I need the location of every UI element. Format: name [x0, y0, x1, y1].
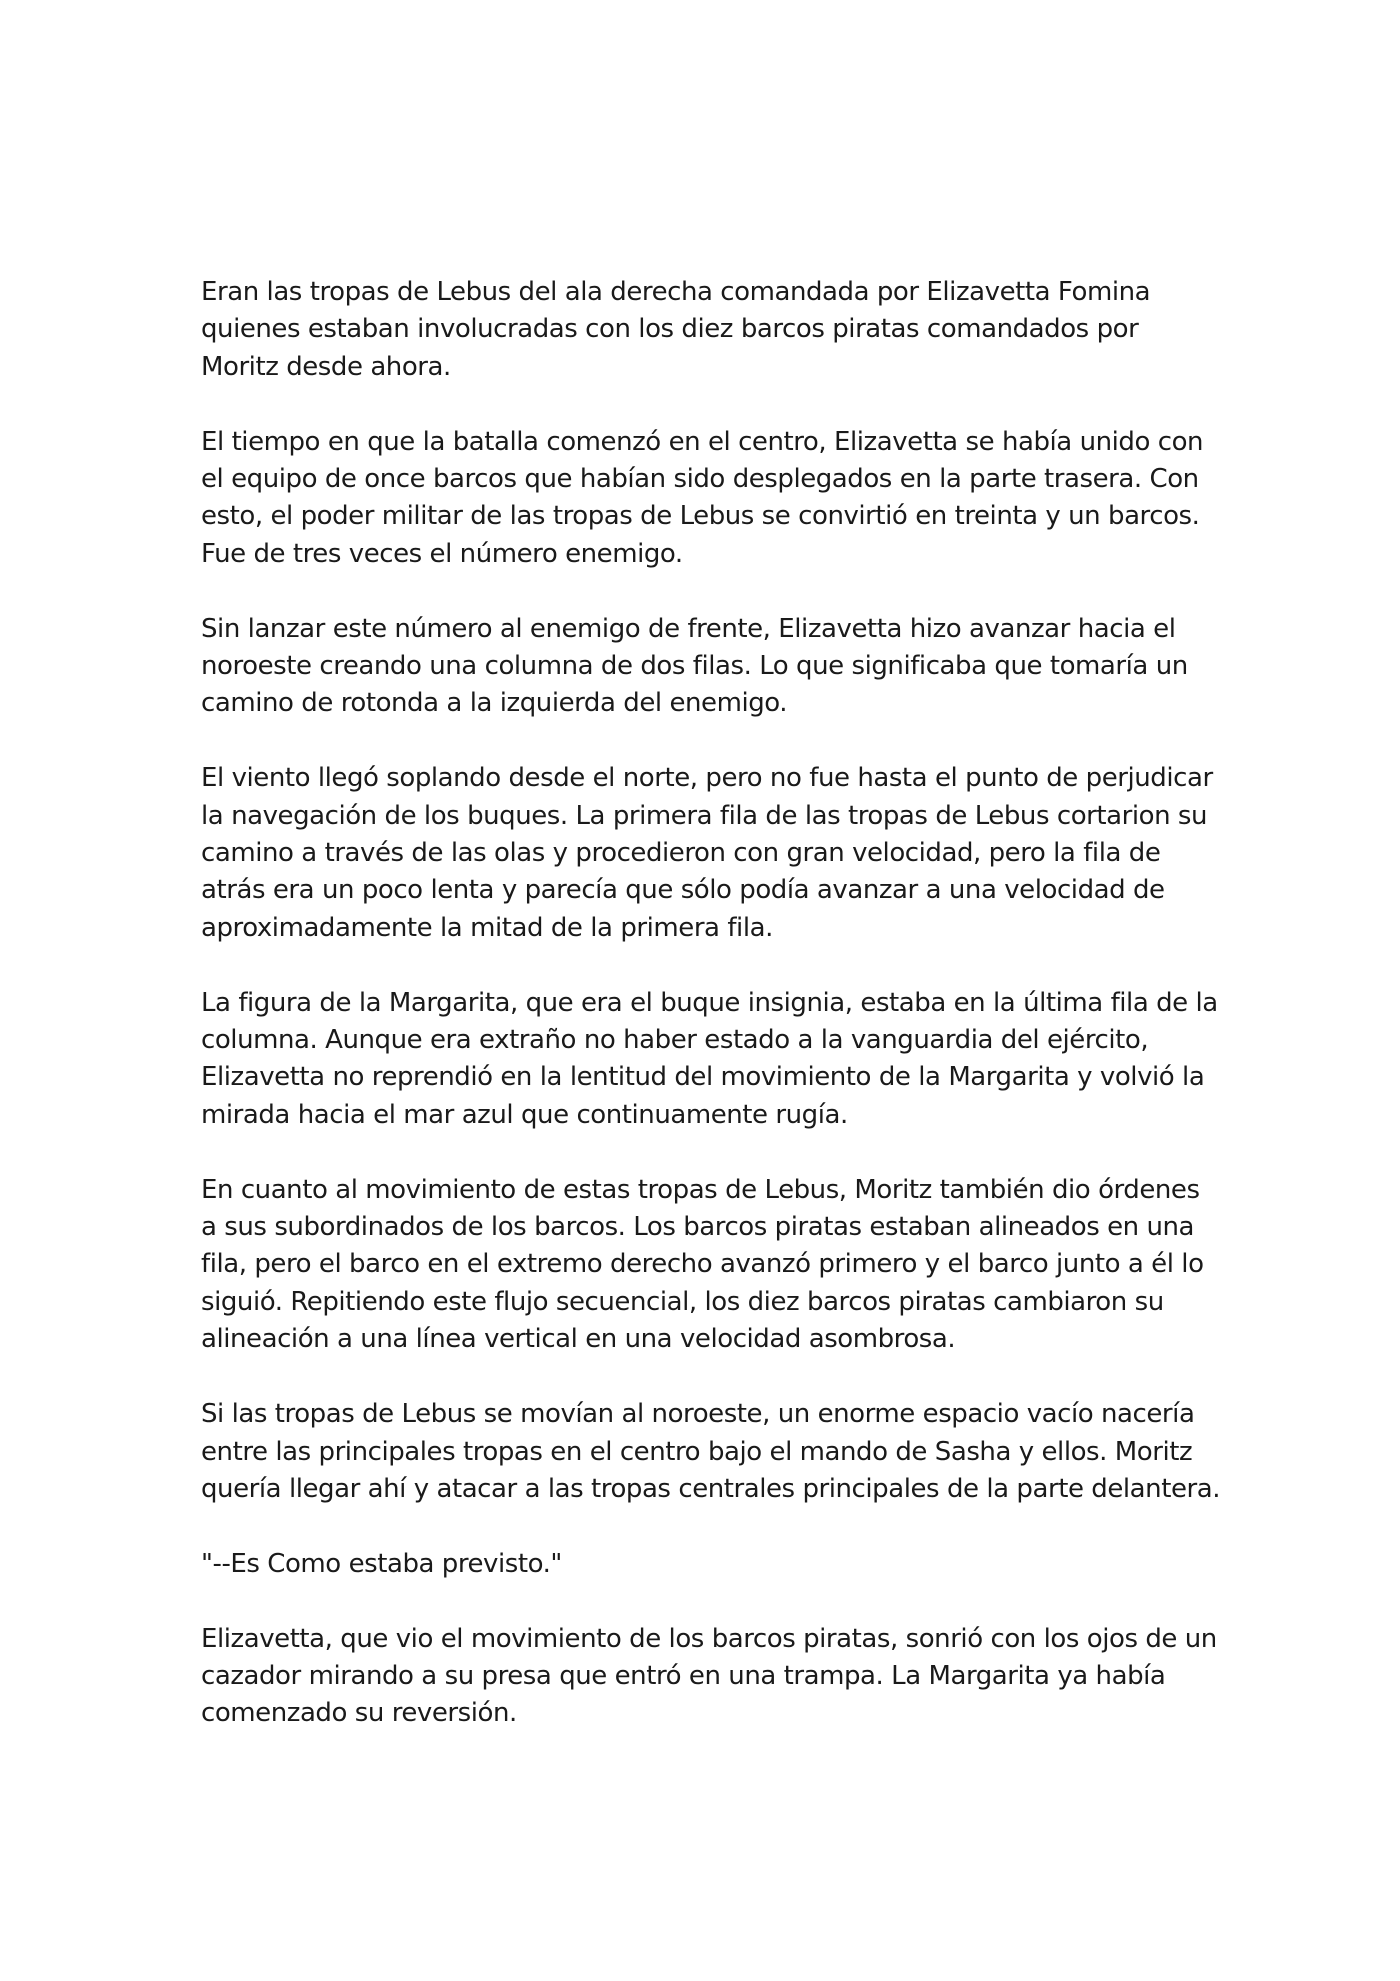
paragraph-2: El tiempo en que la batalla comenzó en el centro, Elizavetta se había unido con el equipo de once barcos que habían sido desplegados en la parte trasera. Con esto, el poder militar de las tropas de Lebus se convirtió en treinta y un barcos. Fue de tres veces el número enemigo.: [201, 426, 1204, 569]
paragraph-6: En cuanto al movimiento de estas tropas de Lebus, Moritz también dio órdenes a sus subordinados de los barcos. Los barcos piratas estaban alineados en una fila, pero el barco en el extremo derecho avanzó primero y el barco junto a él lo siguió. Repitiendo este flujo secuencial, los diez barcos piratas cambiaron su alineación a una línea vertical en una velocidad asombrosa.: [201, 1174, 1204, 1355]
paragraph-3: Sin lanzar este número al enemigo de frente, Elizavetta hizo avanzar hacia el noroeste creando una columna de dos filas. Lo que significaba que tomaría un camino de rotonda a la izquierda del enemigo.: [201, 613, 1188, 719]
paragraph-8: "--Es Como estaba previsto.": [201, 1548, 562, 1579]
document-body: [201, 274, 1221, 1733]
paragraph-9: Elizavetta, que vio el movimiento de los barcos piratas, sonrió con los ojos de un cazador mirando a su presa que entró en una trampa. La Margarita ya había comenzado su reversión.: [201, 1623, 1217, 1729]
paragraph-7: Si las tropas de Lebus se movían al noroeste, un enorme espacio vacío nacería entre las principales tropas en el centro bajo el mando de Sasha y ellos. Moritz quería llegar ahí y atacar a las tropas centrales principales de la parte delantera.: [201, 1399, 1221, 1504]
paragraph-4: El viento llegó soplando desde el norte, pero no fue hasta el punto de perjudicar la navegación de los buques. La primera fila de las tropas de Lebus cortarion su camino a través de las olas y procedieron con gran velocidad, pero la fila de atrás era un poco lenta y parecía que sólo podía avanzar a una velocidad de aproximadamente la mitad de la primera fila.: [201, 763, 1213, 943]
paragraph-5: La figura de la Margarita, que era el buque insignia, estaba en la última fila de la columna. Aunque era extraño no haber estado a la vanguardia del ejército, Elizavetta no reprendió en la lentitud del movimiento de la Margarita y volvió la mirada hacia el mar azul que continuamente rugía.: [201, 987, 1218, 1130]
paragraph-1: Eran las tropas de Lebus del ala derecha comandada por Elizavetta Fomina quienes estaban involucradas con los diez barcos piratas comandados por Moritz desde ahora.: [201, 277, 1151, 382]
